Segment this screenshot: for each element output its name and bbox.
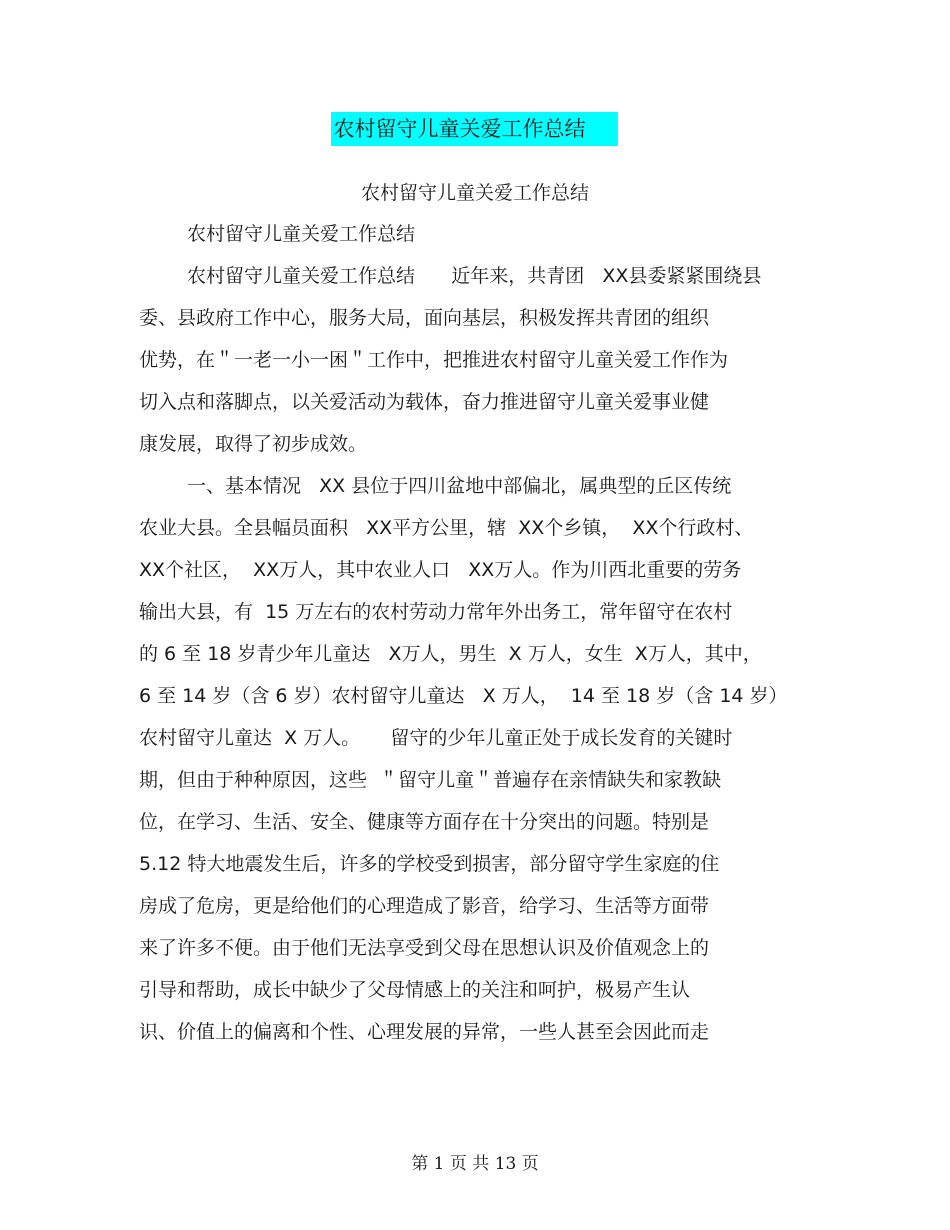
document-title: 农村留守儿童关爱工作总结 xyxy=(331,112,618,146)
body-line: 的 6 至 18 岁青少年儿童达 X万人，男生 X 万人，女生 X万人，其中， xyxy=(139,643,762,665)
title-container xyxy=(0,112,950,146)
body-line: 农村留守儿童关爱工作总结 近年来，共青团 XX县委紧紧围绕县 xyxy=(187,265,762,287)
body-line: 引导和帮助，成长中缺少了父母情感上的关注和呵护，极易产生认 xyxy=(139,979,691,1001)
body-line: 位，在学习、生活、安全、健康等方面存在十分突出的问题。特别是 xyxy=(139,811,710,833)
body-line: 输出大县，有 15 万左右的农村劳动力常年外出务工，常年留守在农村 xyxy=(139,601,733,623)
body-line: 优势，在＂一老一小一困＂工作中，把推进农村留守儿童关爱工作作为 xyxy=(139,349,729,371)
body-line: XX个社区， XX万人，其中农业人口 XX万人。作为川西北重要的劳务 xyxy=(139,559,742,581)
body-line: 5.12 特大地震发生后，许多的学校受到损害，部分留守学生家庭的住 xyxy=(139,853,720,875)
body-line: 期，但由于种种原因，这些 ＂留守儿童＂普遍存在亲情缺失和家教缺 xyxy=(139,769,722,791)
document-body xyxy=(139,221,819,1061)
body-line: 识、价值上的偏离和个性、心理发展的异常，一些人甚至会因此而走 xyxy=(139,1021,710,1043)
body-line: 农村留守儿童达 X 万人。 留守的少年儿童正处于成长发育的关键时 xyxy=(139,727,733,749)
body-line: 农业大县。全县幅员面积 XX平方公里，辖 XX个乡镇， XX个行政村、 xyxy=(139,517,754,539)
body-line: 委、县政府工作中心，服务大局，面向基层，积极发挥共青团的组织 xyxy=(139,307,710,329)
body-line: 6 至 14 岁（含 6 岁）农村留守儿童达 X 万人， 14 至 18 岁（含 14 岁） xyxy=(139,685,788,707)
body-line: 农村留守儿童关爱工作总结 xyxy=(187,223,416,245)
body-line: 来了许多不便。由于他们无法享受到父母在思想认识及价值观念上的 xyxy=(139,937,710,959)
body-line: 一、基本情况 XX 县位于四川盆地中部偏北，属典型的丘区传统 xyxy=(187,475,732,497)
body-line: 康发展，取得了初步成效。 xyxy=(139,433,368,455)
page-footer: 第 1 页 共 13 页 xyxy=(411,1154,539,1174)
document-subtitle: 农村留守儿童关爱工作总结 xyxy=(360,182,589,204)
body-line: 房成了危房，更是给他们的心理造成了影音，给学习、生活等方面带 xyxy=(139,895,710,917)
body-line: 切入点和落脚点，以关爱活动为载体，奋力推进留守儿童关爱事业健 xyxy=(139,391,710,413)
